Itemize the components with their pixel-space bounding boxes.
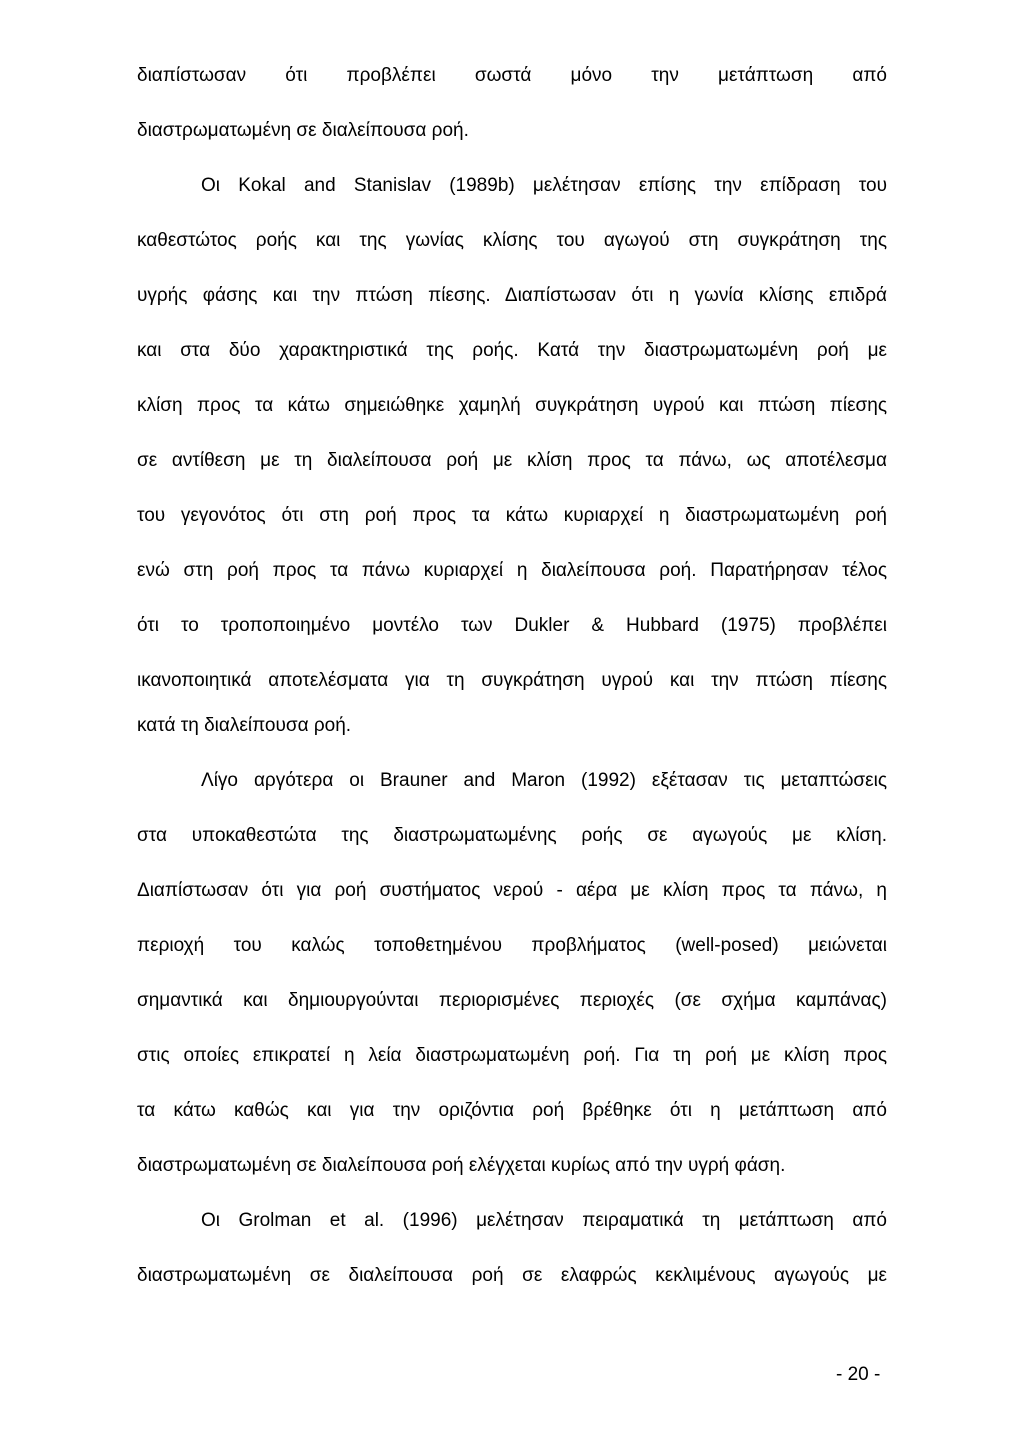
text-line: Οι Grolman et al. (1996) μελέτησαν πειραματικά τη μετάπτωση από — [201, 1210, 887, 1231]
text-line: διαστρωματωμένη σε διαλείπουσα ροή ελέγχεται κυρίως από την υγρή φάση. — [137, 1155, 786, 1176]
text-line: σε αντίθεση με τη διαλείπουσα ροή με κλίση προς τα πάνω, ως αποτέλεσμα — [137, 450, 887, 471]
text-line: διαπίστωσαν ότι προβλέπει σωστά μόνο την μετάπτωση από — [137, 65, 887, 86]
text-line: περιοχή του καλώς τοποθετημένου προβλήματος (well-posed) μειώνεται — [137, 935, 887, 956]
text-line: Λίγο αργότερα οι Brauner and Maron (1992) εξέτασαν τις μεταπτώσεις — [201, 770, 887, 791]
text-line: σημαντικά και δημιουργούνται περιορισμένες περιοχές (σε σχήμα καμπάνας) — [137, 990, 887, 1011]
text-line: στις οποίες επικρατεί η λεία διαστρωματωμένη ροή. Για τη ροή με κλίση προς — [137, 1045, 887, 1066]
text-line: Διαπίστωσαν ότι για ροή συστήματος νερού - αέρα με κλίση προς τα πάνω, η — [137, 880, 887, 901]
text-line: ενώ στη ροή προς τα πάνω κυριαρχεί η διαλείπουσα ροή. Παρατήρησαν τέλος — [137, 560, 887, 581]
text-line: κλίση προς τα κάτω σημειώθηκε χαμηλή συγκράτηση υγρού και πτώση πίεσης — [137, 395, 887, 416]
text-line: υγρής φάσης και την πτώση πίεσης. Διαπίστωσαν ότι η γωνία κλίσης επιδρά — [137, 285, 887, 306]
text-line: Οι Kokal and Stanislav (1989b) μελέτησαν επίσης την επίδραση του — [201, 175, 887, 196]
text-line: διαστρωματωμένη σε διαλείπουσα ροή. — [137, 120, 469, 141]
text-line: και στα δύο χαρακτηριστικά της ροής. Κατά την διαστρωματωμένη ροή με — [137, 340, 887, 361]
text-line: τα κάτω καθώς και για την οριζόντια ροή βρέθηκε ότι η μετάπτωση από — [137, 1100, 887, 1121]
text-line: κατά τη διαλείπουσα ροή. — [137, 715, 352, 736]
text-line: διαστρωματωμένη σε διαλείπουσα ροή σε ελαφρώς κεκλιμένους αγωγούς με — [137, 1265, 887, 1286]
text-line: στα υποκαθεστώτα της διαστρωματωμένης ροής σε αγωγούς με κλίση. — [137, 825, 887, 846]
page-number: - 20 - — [836, 1364, 881, 1385]
text-line: ότι το τροποποιημένο μοντέλο των Dukler & Hubbard (1975) προβλέπει — [137, 615, 887, 636]
text-line: καθεστώτος ροής και της γωνίας κλίσης του αγωγού στη συγκράτηση της — [137, 230, 887, 251]
text-line: ικανοποιητικά αποτελέσματα για τη συγκράτηση υγρού και την πτώση πίεσης — [137, 670, 887, 691]
text-line: του γεγονότος ότι στη ροή προς τα κάτω κυριαρχεί η διαστρωματωμένη ροή — [137, 505, 887, 526]
